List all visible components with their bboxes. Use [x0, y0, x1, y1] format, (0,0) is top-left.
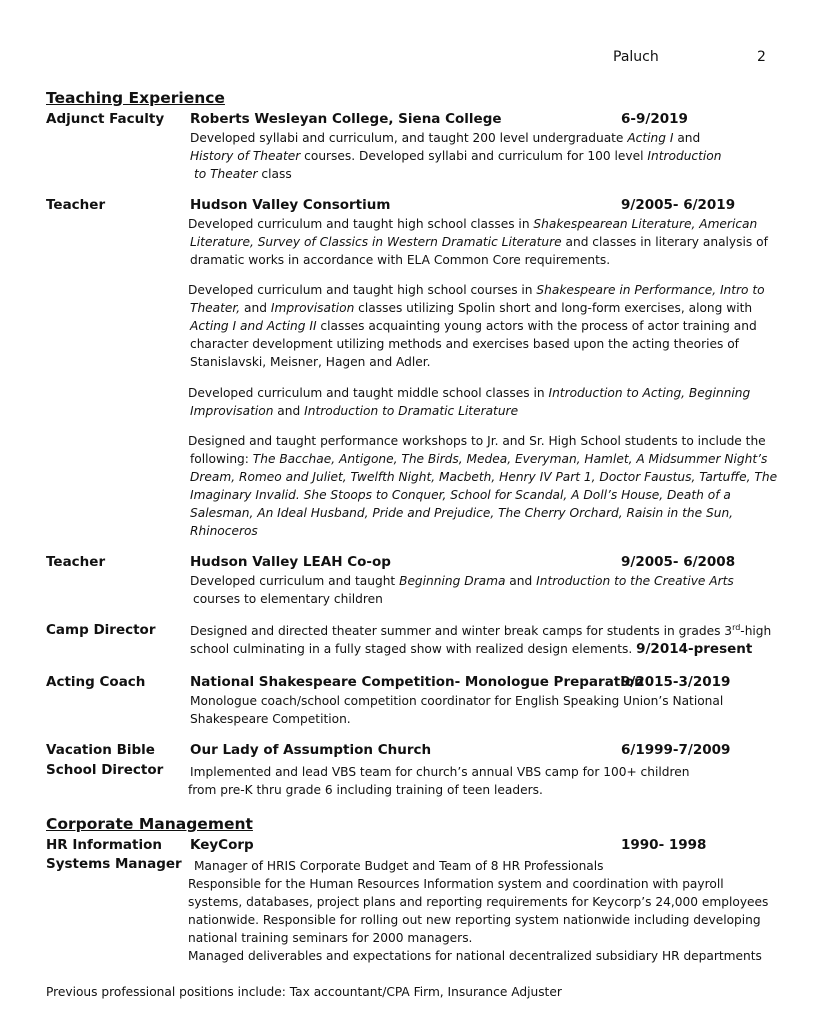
desc-hvc-p1: Developed curriculum and taught high school classes in Shakespearean Literature, American Literature, Survey of Classics in Western Dramatic Literature and classes in literary analysis of dramatic works in accordance with ELA Common Core requirements.: [188, 217, 768, 267]
footer-previous-positions: Previous professional positions include: Tax accountant/CPA Firm, Insurance Adjuster: [46, 985, 562, 999]
section-teaching-title: Teaching Experience: [46, 89, 225, 107]
role-keycorp-line2: Systems Manager: [46, 856, 182, 872]
desc-coach: Monologue coach/school competition coordinator for English Speaking Union’s National Shakespeare Competition.: [190, 694, 724, 726]
desc-hvc-p4: Designed and taught performance workshops to Jr. and Sr. High School students to include the following: The Bacchae, Antigone, The Birds, Medea, Everyman, Hamlet, A Midsummer Night’s Dream, Romeo and Juliet, Twelfth Night, Macbeth, Henry IV Part 1, Doctor Faustus, Tartuffe, The Imaginary Invalid. She Stoops to Conquer, School for Scandal, A Doll’s House, Death of a Salesman, An Ideal Husband, Pride and Prejudice, The Cherry Orchard, Raisin in the Sun, Rhinoceros: [188, 434, 778, 538]
org-vbs: Our Lady of Assumption Church: [190, 742, 432, 758]
dates-leah: 9/2005- 6/2008: [621, 554, 736, 570]
desc-vbs: Implemented and lead VBS team for church’s annual VBS camp for 100+ children from pre-K thru grade 6 including training of teen leaders.: [188, 765, 690, 797]
section-corporate-title: Corporate Management: [46, 815, 253, 833]
role-hvc: Teacher: [46, 197, 106, 213]
desc-leah: Developed curriculum and taught Beginning Drama and Introduction to the Creative Arts courses to elementary children: [190, 574, 734, 606]
header-name: Paluch: [613, 49, 659, 65]
dates-vbs: 6/1999-7/2009: [621, 742, 731, 758]
desc-hvc-p3: Developed curriculum and taught middle school classes in Introduction to Acting, Beginning Improvisation and Introduction to Dramatic Literature: [188, 386, 751, 418]
dates-adjunct: 6-9/2019: [621, 111, 688, 127]
org-coach: National Shakespeare Competition- Monologue Preparation: [190, 674, 644, 690]
role-vbs-line1: Vacation Bible: [46, 742, 155, 758]
role-camp: Camp Director: [46, 622, 156, 638]
desc-hvc-p2: Developed curriculum and taught high school courses in Shakespeare in Performance, Intro to Theater, and Improvisation classes utilizing Spolin short and long-form exercises, along with Acting I and Acting II classes acquainting young actors with the process of actor training and character development utilizing methods and exercises based upon the acting theories of Stanislavski, Meisner, Hagen and Adler.: [188, 283, 765, 369]
dates-coach: 9/2015-3/2019: [621, 674, 731, 690]
desc-adjunct: Developed syllabi and curriculum, and taught 200 level undergraduate Acting I and History of Theater courses. Developed syllabi and curriculum for 100 level Introduction to Theater class: [190, 131, 722, 181]
role-adjunct: Adjunct Faculty: [46, 111, 165, 127]
desc-keycorp: Manager of HRIS Corporate Budget and Team of 8 HR Professionals Responsible for the Human Resources Information system and coordination with payroll systems, databases, project plans and reporting requirements for Keycorp’s 24,000 employees nationwide. Responsible for rolling out new reporting system nationwide including developing national training seminars for 2000 managers. Managed deliverables and expectations for national decentralized subsidiary HR departments: [188, 859, 769, 963]
desc-camp: Designed and directed theater summer and winter break camps for students in grades 3rd-high school culminating in a fully staged show with realized design elements. 9/2014-present: [190, 622, 772, 657]
org-hvc: Hudson Valley Consortium: [190, 197, 391, 213]
page-number: 2: [757, 49, 766, 65]
role-keycorp-line1: HR Information: [46, 837, 162, 853]
dates-hvc: 9/2005- 6/2019: [621, 197, 736, 213]
org-leah: Hudson Valley LEAH Co-op: [190, 554, 391, 570]
role-leah: Teacher: [46, 554, 106, 570]
org-keycorp: KeyCorp: [190, 837, 254, 853]
role-vbs-line2: School Director: [46, 762, 164, 778]
role-coach: Acting Coach: [46, 674, 146, 690]
dates-keycorp: 1990- 1998: [621, 837, 707, 853]
org-adjunct: Roberts Wesleyan College, Siena College: [190, 111, 502, 127]
